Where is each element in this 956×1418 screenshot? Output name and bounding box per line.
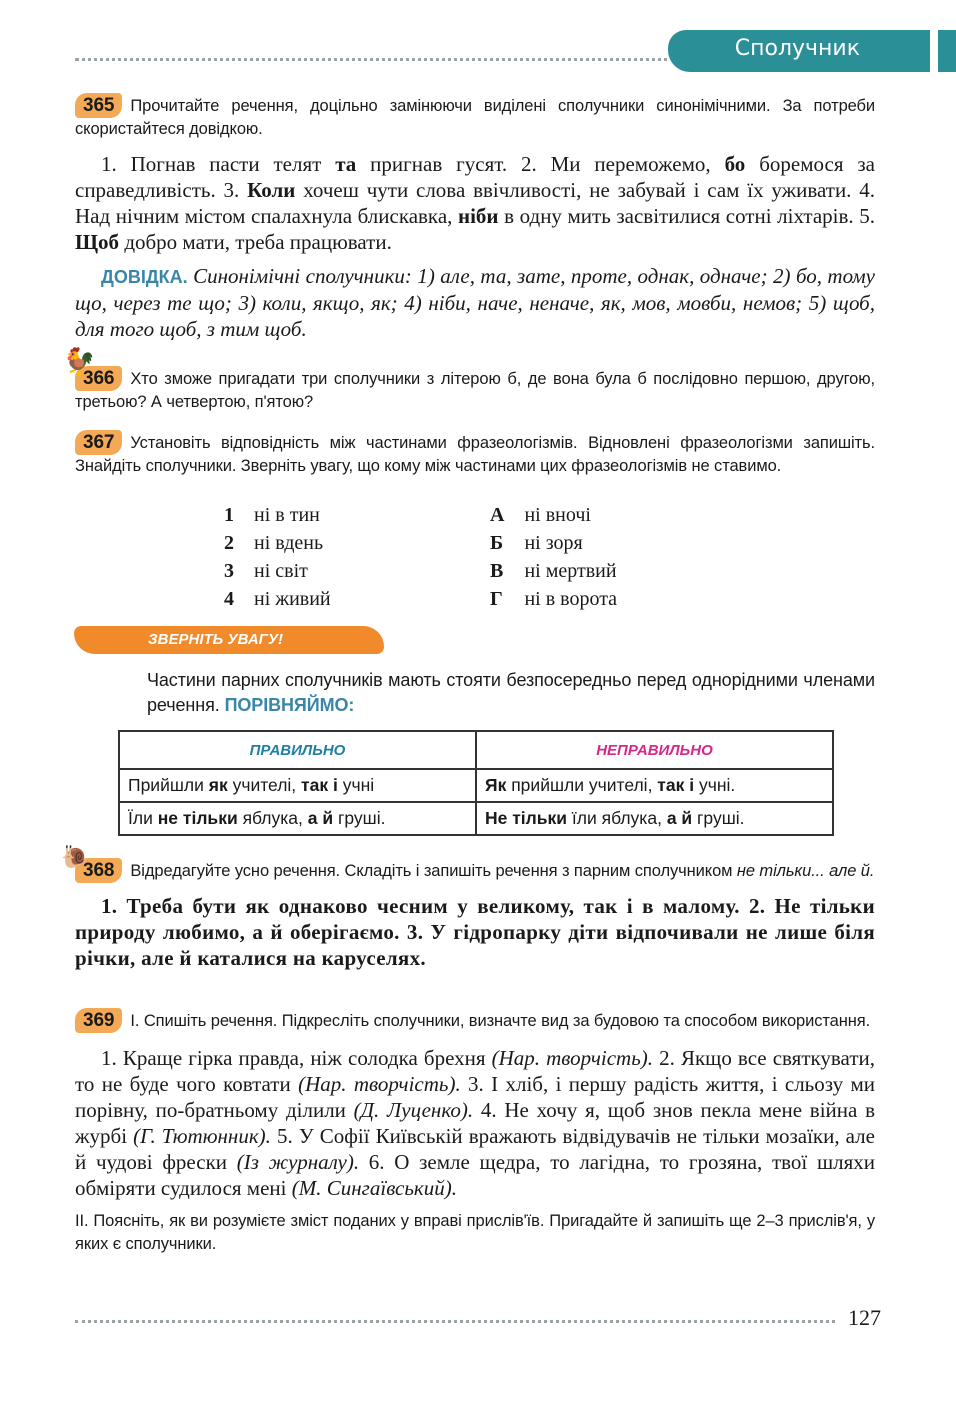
text-segment: 1. Краще гірка правда, ніж солодка брехня: [101, 1046, 492, 1070]
source-citation: (Нар. творчість).: [298, 1072, 461, 1096]
highlighted-conjunction: не тільки: [157, 808, 238, 828]
exercise-369: [75, 1008, 875, 1256]
header-wrong: НЕПРАВИЛЬНО: [476, 731, 833, 769]
text-segment: боремося за справедливість. 3.: [75, 152, 875, 202]
matching-row: [490, 586, 635, 612]
note-text: [147, 668, 875, 718]
compare-label: ПОРІВНЯЙМО:: [224, 695, 355, 715]
source-citation: (Г. Тютюнник).: [133, 1124, 271, 1148]
item-key: А: [490, 504, 505, 526]
text-segment: прийшли учителі,: [506, 775, 658, 795]
header-correct: ПРАВИЛЬНО: [119, 731, 476, 769]
item-key: 1: [224, 504, 234, 526]
matching-right: [488, 500, 637, 614]
matching-row: [224, 558, 349, 584]
highlighted-conjunction: Не тільки: [485, 808, 568, 828]
matching-row: [224, 502, 349, 528]
item-value: ні світ: [254, 560, 308, 582]
matching-left: [222, 500, 351, 614]
exercise-368: [61, 844, 875, 971]
item-key: 4: [224, 588, 234, 610]
highlighted-conjunction: ніби: [457, 204, 499, 228]
source-citation: (Нар. творчість).: [491, 1046, 653, 1070]
text-segment: Їли: [128, 808, 158, 828]
exercise-instruction: Хто зможе пригадати три сполучники з літерою б, де вона була б послідовно першою, другою, третьою? А четвертою, п'ятою?: [75, 370, 875, 411]
highlighted-conjunction: Як: [485, 775, 507, 795]
correct-example: [119, 769, 476, 802]
exercise-366: [63, 346, 875, 414]
item-value: ні вночі: [524, 504, 591, 526]
highlighted-conjunction: як: [208, 775, 228, 795]
correct-example: [119, 802, 476, 835]
item-key: Б: [490, 532, 504, 554]
comparison-table: [118, 730, 834, 836]
item-value: ні зоря: [524, 532, 583, 554]
text-segment: учні.: [694, 775, 736, 795]
matching-row: [490, 530, 635, 556]
text-segment: добро мати, треба працювати.: [119, 230, 392, 254]
highlighted-conjunction: та: [335, 152, 357, 176]
item-value: ні в тин: [254, 504, 320, 526]
reference-text: Синонімічні сполучники: 1) але, та, зате, проте, однак, одначе; 2) бо, тому що, через те що; 3) коли, якщо, як; 4) ніби, наче, неначе, як, мов, мовби, немов; 5) щоб, для того щоб, з тим щоб.: [75, 264, 875, 341]
item-key: 3: [224, 560, 234, 582]
text-segment: груші.: [333, 808, 386, 828]
exercise-number: 366: [75, 366, 122, 391]
exercise-367: [75, 430, 875, 478]
text-segment: Прийшли: [128, 775, 209, 795]
text-segment: груші.: [692, 808, 745, 828]
item-key: Г: [490, 588, 503, 610]
text-segment: 2. Якщо все святкувати, то не буде чого ковтати: [75, 1046, 875, 1096]
attention-banner: [74, 626, 384, 654]
text-segment: яблука,: [237, 808, 308, 828]
exercise-instruction: Прочитайте речення, доцільно замінюючи виділені сполучники синонімічними. За потреби скористайтеся довідкою.: [75, 97, 875, 138]
highlighted-conjunction: Щоб: [75, 230, 120, 254]
matching-row: [490, 558, 635, 584]
item-key: В: [490, 560, 504, 582]
matching-row: [224, 530, 349, 556]
note-body: Частини парних сполучників мають стояти безпосередньо перед однорідними членами речення.: [147, 670, 875, 715]
snail-icon: 🐌: [61, 844, 89, 869]
exercise-sentences: 1. Треба бути як однаково чесним у великому, так і в малому. 2. Не тільки природу любимо, а й оберігаємо. 3. У гідропарку діти відпочивали не лише біля річки, але й каталися на каруселях.: [75, 894, 875, 970]
text-segment: 3. І хліб, і першу радість життя, і сльозу ми порівну, по-братньому ділили: [75, 1072, 875, 1122]
reference-label: ДОВІДКА.: [101, 267, 188, 287]
section-tab: [668, 30, 930, 72]
text-segment: в одну мить засвітилися сотні ліхтарів. 5.: [498, 204, 876, 228]
exercise-instruction: І. Спишіть речення. Підкресліть сполучники, визначте вид за будовою та способом використання.: [130, 1012, 871, 1030]
page-number: 127: [848, 1305, 881, 1330]
conjunction-example: не тільки... але й.: [736, 862, 875, 880]
exercise-365: [75, 93, 875, 342]
section-title: Сполучник: [734, 36, 860, 61]
source-citation: (Д. Луценко).: [353, 1098, 474, 1122]
item-value: ні мертвий: [524, 560, 617, 582]
item-value: ні живий: [254, 588, 331, 610]
matching-row: [490, 502, 635, 528]
text-segment: пригнав гусят. 2. Ми переможемо,: [356, 152, 725, 176]
exercise-instruction: Відредагуйте усно речення. Складіть і запишіть речення з парним сполучником: [130, 862, 733, 880]
highlighted-conjunction: так і: [301, 775, 338, 795]
rooster-icon: 🐓: [63, 346, 96, 376]
source-citation: (Із журналу).: [236, 1150, 360, 1174]
exercise-number: 367: [75, 430, 122, 455]
text-segment: 6. О земле щедра, то лагідна, то грозяна, твої шляхи обміряти судилося мені: [75, 1150, 875, 1200]
highlighted-conjunction: бо: [724, 152, 746, 176]
exercise-part-2: ІІ. Поясніть, як ви розумієте зміст поданих у вправі прислів'їв. Пригадайте й запишіть ще 2–3 прислів'я, у яких є сполучники.: [75, 1212, 875, 1253]
text-segment: 1. Погнав пасти телят: [101, 152, 336, 176]
text-segment: 4. Не хочу я, щоб знов пекла мене війна в журбі: [75, 1098, 875, 1148]
text-segment: їли яблука,: [567, 808, 667, 828]
matching-row: [224, 586, 349, 612]
text-segment: хочеш чути слова ввічливості, не забувай і сам їх уживати. 4. Над нічним містом спалахнула блискавка,: [75, 178, 875, 228]
text-segment: учні: [337, 775, 375, 795]
exercise-sentences: [75, 1045, 875, 1201]
header-divider: [75, 58, 675, 61]
exercise-instruction: Установіть відповідність між частинами фразеологізмів. Відновлені фразеологізми запишіть. Знайдіть сполучники. Зверніть увагу, що кому між частинами цих фразеологізмів не ставимо.: [75, 434, 875, 475]
highlighted-conjunction: Коли: [247, 178, 296, 202]
exercise-sentences: [75, 151, 875, 255]
wrong-example: [476, 802, 833, 835]
item-value: ні вдень: [254, 532, 324, 554]
highlighted-conjunction: а й: [666, 808, 693, 828]
footer-divider: [75, 1320, 835, 1323]
exercise-number: 368: [75, 858, 122, 883]
highlighted-conjunction: а й: [307, 808, 334, 828]
wrong-example: [476, 769, 833, 802]
text-segment: 5. У Софії Київській вражають відвідувачів не тільки мозаїки, але й чудові фрески: [75, 1124, 875, 1174]
banner-text: ЗВЕРНІТЬ УВАГУ!: [148, 631, 284, 648]
item-key: 2: [224, 532, 234, 554]
item-value: ні в ворота: [524, 588, 618, 610]
highlighted-conjunction: так і: [657, 775, 695, 795]
text-segment: учителі,: [227, 775, 302, 795]
source-citation: (М. Сингаївський).: [291, 1176, 457, 1200]
exercise-number: 369: [75, 1008, 122, 1033]
section-tab-edge: [938, 30, 956, 72]
exercise-number: 365: [75, 93, 122, 118]
